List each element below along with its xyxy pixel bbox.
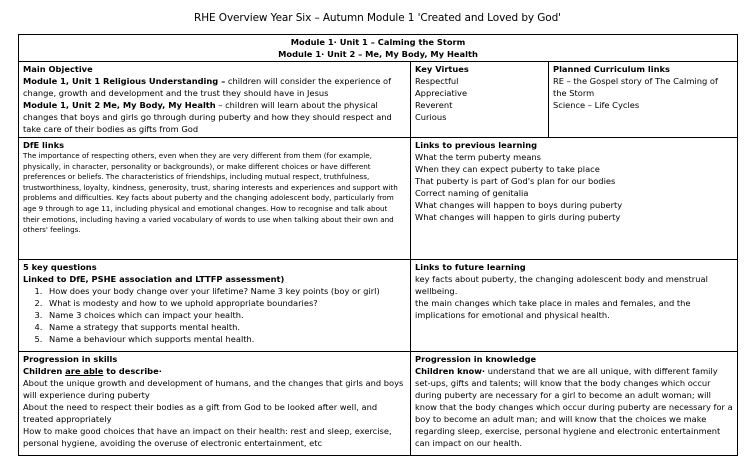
previous-learning-item: Correct naming of genitalia xyxy=(415,188,529,198)
key-virtues-cell xyxy=(411,62,549,138)
key-question-item: 3. Name 3 choices which can impact your health. xyxy=(45,309,406,321)
page-title: RHE Overview Year Six – Autumn Module 1 'Created and Loved by God' xyxy=(194,12,561,24)
key-questions-heading: 5 key questions xyxy=(23,262,97,272)
progression-skills-heading: Progression in skills xyxy=(23,354,118,364)
key-question-item: 2. What is modesty and how to we uphold appropriate boundaries? xyxy=(45,297,406,309)
progression-skill-item: About the need to respect their bodies as a gift from God to be looked after well, and treated appropriately xyxy=(23,402,378,424)
module-header xyxy=(19,35,738,62)
module-header-line1: Module 1· Unit 1 – Calming the Storm xyxy=(290,37,466,47)
main-objective-heading: Main Objective xyxy=(23,64,93,74)
future-learning-p1: key facts about puberty, the changing adolescent body and menstrual wellbeing. xyxy=(415,274,708,296)
virtue-item: Appreciative xyxy=(415,88,468,98)
progression-knowledge-text: Children know· understand that we are all unique, with different family set-ups, gifts and talents; will know that the body changes which occur during puberty are necessary for a girl to become an adult woman; will know that the body changes which occur during puberty are necessary for a boy to become an adult man; and will know that the choices we make regarding sleep, exercise, personal hygiene and electronic entertainment can impact on our health. xyxy=(415,366,733,448)
main-objective-unit1: Module 1, Unit 1 Religious Understanding – children will consider the experience of change, growth and development and the trust they should have in Jesus xyxy=(23,76,391,98)
previous-learning-item: What changes will happen to boys during puberty xyxy=(415,200,623,210)
virtue-item: Respectful xyxy=(415,76,459,86)
dfe-links-cell xyxy=(19,138,411,260)
key-questions-cell xyxy=(19,260,411,352)
future-learning-heading: Links to future learning xyxy=(415,262,526,272)
future-learning-cell xyxy=(411,260,738,352)
planned-links-cell xyxy=(549,62,738,138)
main-objective-unit2: Module 1, Unit 2 Me, My Body, My Health – children will learn about the physical changes that boys and girls go through during puberty and how they should respect and take care of their bodies as gifts from God xyxy=(23,100,392,134)
key-questions-list xyxy=(23,285,406,345)
planned-link-item: RE – the Gospel story of The Calming of the Storm xyxy=(553,76,718,98)
key-question-item: 4. Name a strategy that supports mental health. xyxy=(45,321,406,333)
progression-skill-item: How to make good choices that have an impact on their health: rest and sleep, exercise, personal hygiene, avoiding the overuse of electronic entertainment, etc xyxy=(23,426,392,448)
previous-learning-item: What changes will happen to girls during puberty xyxy=(415,212,621,222)
key-question-item: 1. How does your body change over your lifetime? Name 3 key points (boy or girl) xyxy=(45,285,406,297)
overview-table xyxy=(18,34,738,456)
virtue-item: Reverent xyxy=(415,100,453,110)
progression-skills-subheading: Children are able to describe· xyxy=(23,366,162,376)
progression-skills-cell xyxy=(19,352,411,456)
virtue-item: Curious xyxy=(415,112,447,122)
key-virtues-heading: Key Virtues xyxy=(415,64,469,74)
previous-learning-item: What the term puberty means xyxy=(415,152,541,162)
planned-link-item: Science – Life Cycles xyxy=(553,100,640,110)
progression-knowledge-heading: Progression in knowledge xyxy=(415,354,537,364)
main-objective-cell xyxy=(19,62,411,138)
key-question-item: 5. Name a behaviour which supports mental health. xyxy=(45,333,406,345)
key-questions-subheading: Linked to DfE, PSHE association and LTTFP assessment) xyxy=(23,274,285,284)
previous-learning-item: When they can expect puberty to take place xyxy=(415,164,600,174)
dfe-links-heading: DfE links xyxy=(23,140,65,150)
previous-learning-item: That puberty is part of God's plan for our bodies xyxy=(415,176,616,186)
planned-links-heading: Planned Curriculum links xyxy=(553,64,670,74)
module-header-line2: Module 1· Unit 2 – Me, My Body, My Health xyxy=(278,49,478,59)
previous-learning-cell xyxy=(411,138,738,260)
dfe-links-text: The importance of respecting others, even when they are very different from them (for example, physically, in character, personality or backgrounds), or make different choices or have different preferences or beliefs. The characteristics of friendships, including mutual respect, truthfulness, trustworthiness, loyalty, kindness, generosity, trust, sharing interests and experiences and support with problems and difficulties. Key facts about puberty and the changing adolescent body, particularly from age 9 through to age 11, including physical and emotional changes. How to recognise and talk about their emotions, including having a varied vocabulary of words to use when talking about their own and others' feelings. xyxy=(23,151,398,235)
progression-skill-item: About the unique growth and development of humans, and the changes that girls and boys will experience during puberty xyxy=(23,378,404,400)
progression-knowledge-cell xyxy=(411,352,738,456)
future-learning-p2: the main changes which take place in males and females, and the implications for emotional and physical health. xyxy=(415,298,691,320)
previous-learning-heading: Links to previous learning xyxy=(415,140,538,150)
